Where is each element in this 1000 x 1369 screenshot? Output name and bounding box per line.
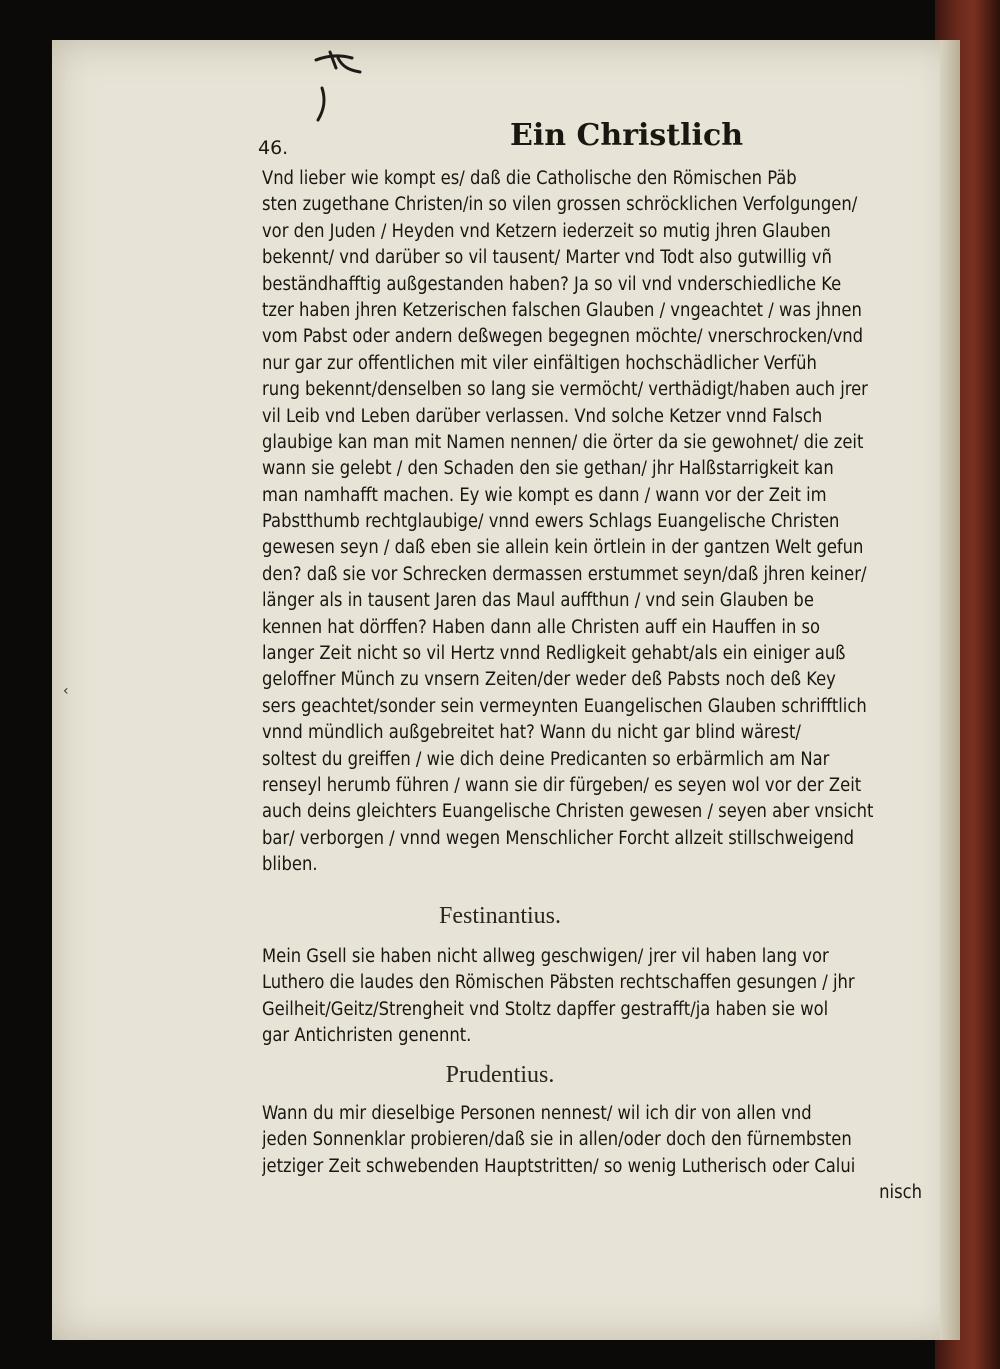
text-line: den? daß sie vor Schrecken dermassen erstummet seyn/daß jhren keiner/ [262, 563, 867, 585]
speaker-heading-prudentius: Prudentius. [445, 1062, 555, 1088]
page-number: 46. [258, 137, 289, 159]
text-line: tzer haben jhren Ketzerischen falschen Glauben / vngeachtet / was jhnen [262, 299, 862, 321]
text-line: langer Zeit nicht so vil Hertz vnnd Redligkeit gehabt/als ein einiger auß [262, 643, 846, 665]
text-line: Pabstthumb rechtglaubige/ vnnd ewers Schlags Euangelische Christen [262, 511, 840, 533]
text-line: bekennt/ vnd darüber so vil tausent/ Marter vnd Todt also gutwillig vñ [262, 247, 832, 269]
page-edge [940, 40, 960, 1340]
text-line: gar Antichristen genennt. [262, 1025, 472, 1047]
text-line: länger als in tausent Jaren das Maul auffthun / vnd sein Glauben be [262, 590, 814, 612]
text-line: vil Leib vnd Leben darüber verlassen. Vnd solche Ketzer vnnd Falsch [262, 405, 823, 427]
text-line: vom Pabst oder andern deßwegen begegnen möchte/ vnerschrocken/vnd [262, 326, 864, 348]
margin-mark: ‹ [63, 683, 69, 699]
text-line: kennen hat dörffen? Haben dann alle Christen auff ein Hauffen in so [262, 616, 821, 638]
paragraph-festinantius [262, 944, 922, 1050]
text-line: vnnd mündlich außgebreitet hat? Wann du nicht gar blind wärest/ [262, 722, 801, 744]
text-line: auch deins gleichters Euangelische Christen gewesen / seyen aber vnsicht [262, 801, 874, 823]
text-line: renseyl herumb führen / wann sie dir fürgeben/ es seyen wol vor der Zeit [262, 774, 862, 796]
text-line: beständhafftig außgestanden haben? Ja so vil vnd vnderschiedliche Ke [262, 273, 842, 295]
text-line: Luthero die laudes den Römischen Päbsten rechtschaffen gesungen / jhr [262, 972, 855, 994]
paragraph-main [262, 166, 922, 879]
text-line: nur gar zur offentlichen mit viler einfältigen hochschädlicher Verfüh [262, 352, 817, 374]
ink-sketch-mark [308, 48, 378, 123]
text-line: man namhafft machen. Ey wie kompt es dann / wann vor der Zeit im [262, 484, 827, 506]
text-line: Wann du mir dieselbige Personen nennest/ wil ich dir von allen vnd [262, 1103, 812, 1124]
text-line: geloffner Münch zu vnsern Zeiten/der weder deß Pabsts noch deß Key [262, 669, 836, 691]
text-line: soltest du greiffen / wie dich deine Predicanten so erbärmlich am Nar [262, 748, 830, 770]
text-line: bliben. [262, 854, 318, 876]
text-line: Mein Gsell sie haben nicht allweg geschwigen/ jrer vil haben lang vor [262, 946, 829, 967]
running-title: Ein Christlich [510, 118, 744, 153]
speaker-heading-festinantius: Festinantius. [438, 903, 561, 929]
text-line: Vnd lieber wie kompt es/ daß die Catholische den Römischen Päb [262, 168, 797, 189]
text-line: glaubige kan man mit Namen nennen/ die örter da sie gewohnet/ die zeit [262, 431, 864, 453]
text-line: bar/ verborgen / vnnd wegen Menschlicher Forcht allzeit stillschweigend [262, 827, 854, 849]
paragraph-prudentius [262, 1101, 922, 1207]
text-line: Geilheit/Geitz/Strengheit vnd Stoltz dapffer gestrafft/ja haben sie wol [262, 998, 829, 1020]
text-line: rung bekennt/denselben so lang sie vermöcht/ verthädigt/haben auch jrer [262, 379, 868, 401]
text-line: jetziger Zeit schwebenden Hauptstritten/ so wenig Lutherisch oder Calui [262, 1155, 856, 1177]
text-line: sers geachtet/sonder sein vermeynten Euangelischen Glauben schrifftlich [262, 695, 867, 717]
text-line: nisch [879, 1182, 922, 1204]
text-line: gewesen seyn / daß eben sie allein kein örtlein in der gantzen Welt gefun [262, 537, 864, 559]
text-line: vor den Juden / Heyden vnd Ketzern iederzeit so mutig jhren Glauben [262, 220, 831, 242]
text-line: jeden Sonnenklar probieren/daß sie in allen/oder doch den fürnembsten [262, 1129, 852, 1151]
text-line: sten zugethane Christen/in so vilen grossen schröcklichen Verfolgungen/ [262, 194, 858, 216]
text-line: wann sie gelebt / den Schaden den sie gethan/ jhr Halßstarrigkeit kan [262, 458, 834, 480]
